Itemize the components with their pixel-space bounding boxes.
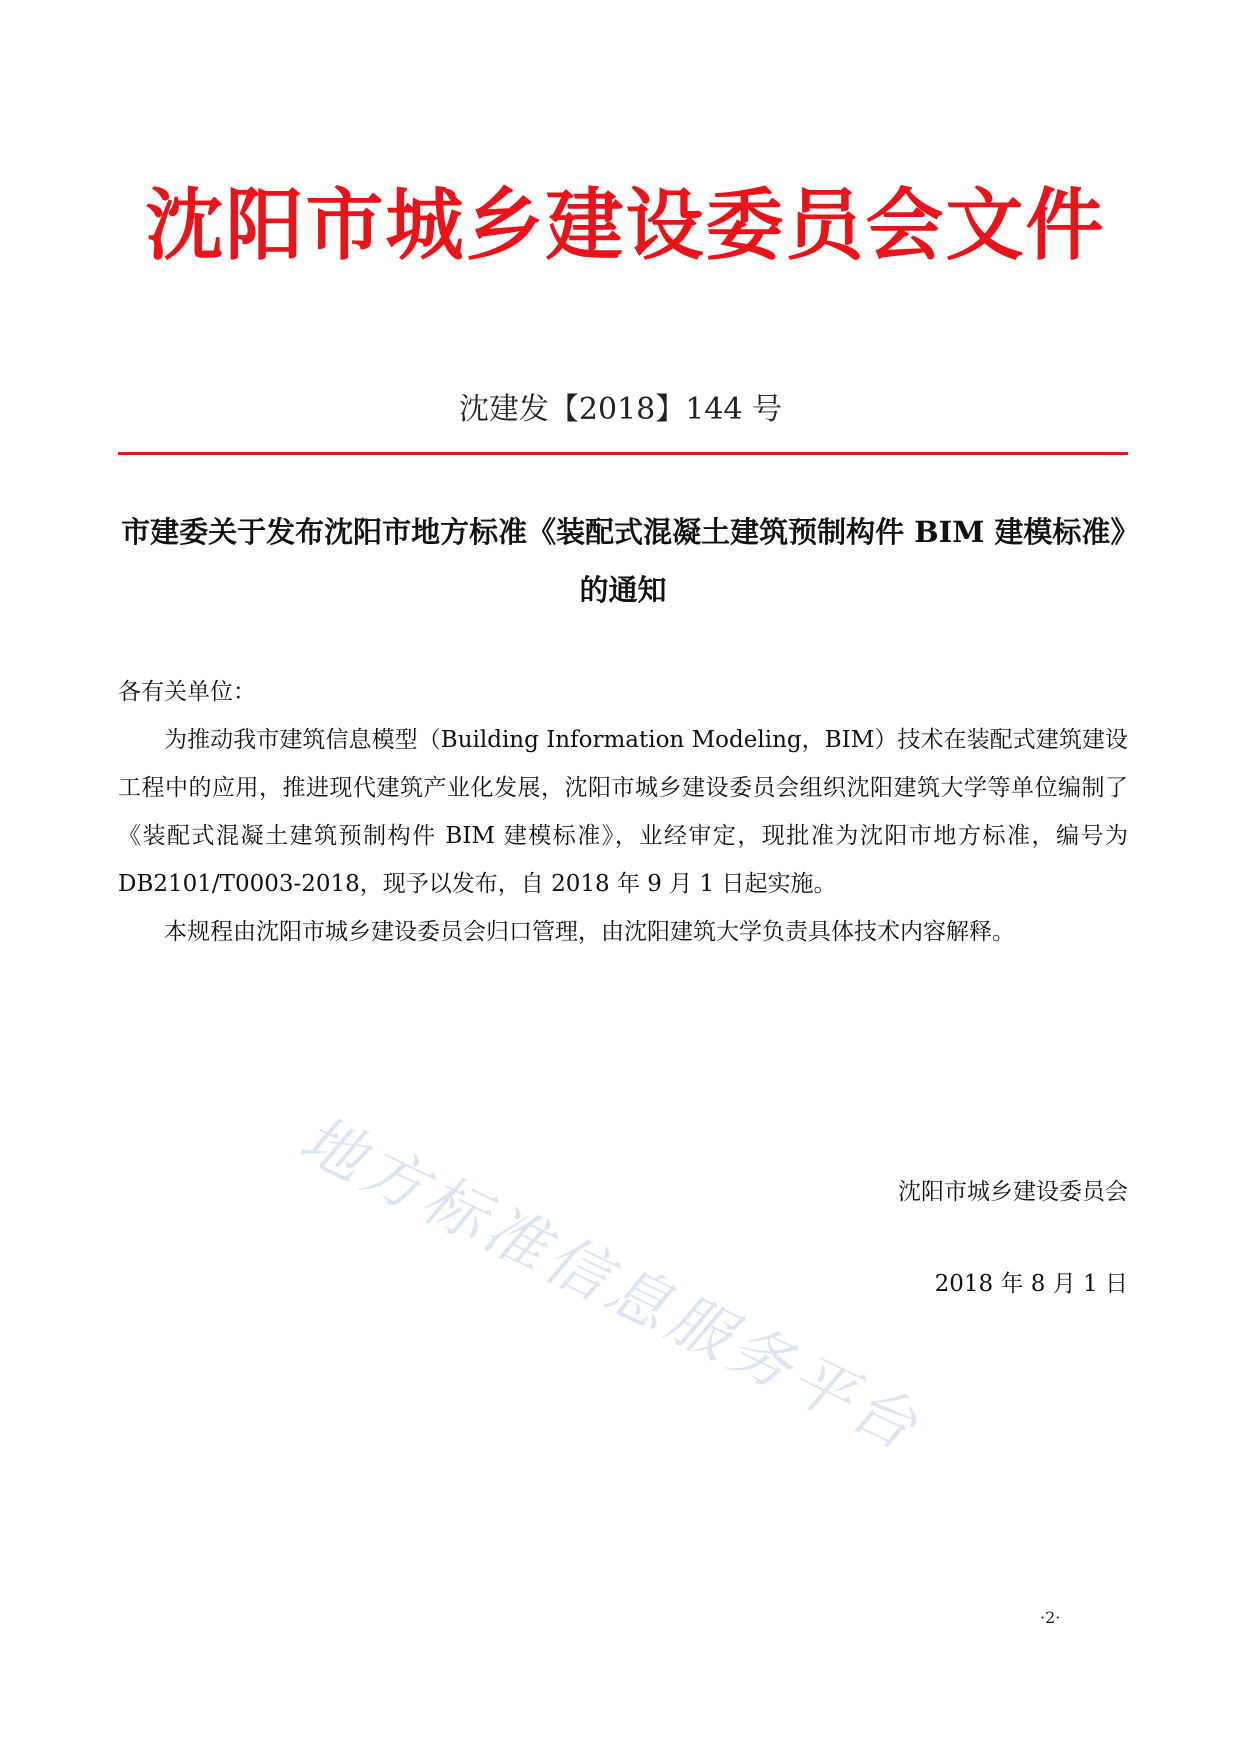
document-number: 沈建发【2018】144 号 — [458, 392, 783, 427]
body-text — [118, 716, 1128, 956]
signer: 沈阳市城乡建设委员会 — [898, 1179, 1128, 1205]
watermark: 地方标准信息服务平台 — [289, 1101, 933, 1466]
document-title: 市建委关于发布沈阳市地方标准《装配式混凝土建筑预制构件 BIM 建模标准》的通知 — [121, 515, 1125, 607]
page-number: ·2· — [1040, 1608, 1061, 1627]
red-divider — [118, 452, 1128, 455]
body-paragraph: 为推动我市建筑信息模型（Building Information Modeling，BIM）技术在装配式建筑建设工程中的应用，推进现代建筑产业化发展，沈阳市城乡建设委员会组织沈阳建筑大学等单位编制了《装配式混凝土建筑预制构件 BIM 建模标准》，业经审定，现批准为沈阳市地方标准，编号为 DB2101/T0003-2018，现予以发布，自 2018 年 9 月 1 日起实施。 — [118, 727, 1128, 897]
body-paragraph: 本规程由沈阳市城乡建设委员会归口管理，由沈阳建筑大学负责具体技术内容解释。 — [164, 919, 1015, 945]
salutation: 各有关单位： — [118, 679, 256, 705]
sign-date: 2018 年 8 月 1 日 — [934, 1271, 1128, 1297]
masthead-title: 沈阳市城乡建设委员会文件 — [145, 181, 1106, 271]
